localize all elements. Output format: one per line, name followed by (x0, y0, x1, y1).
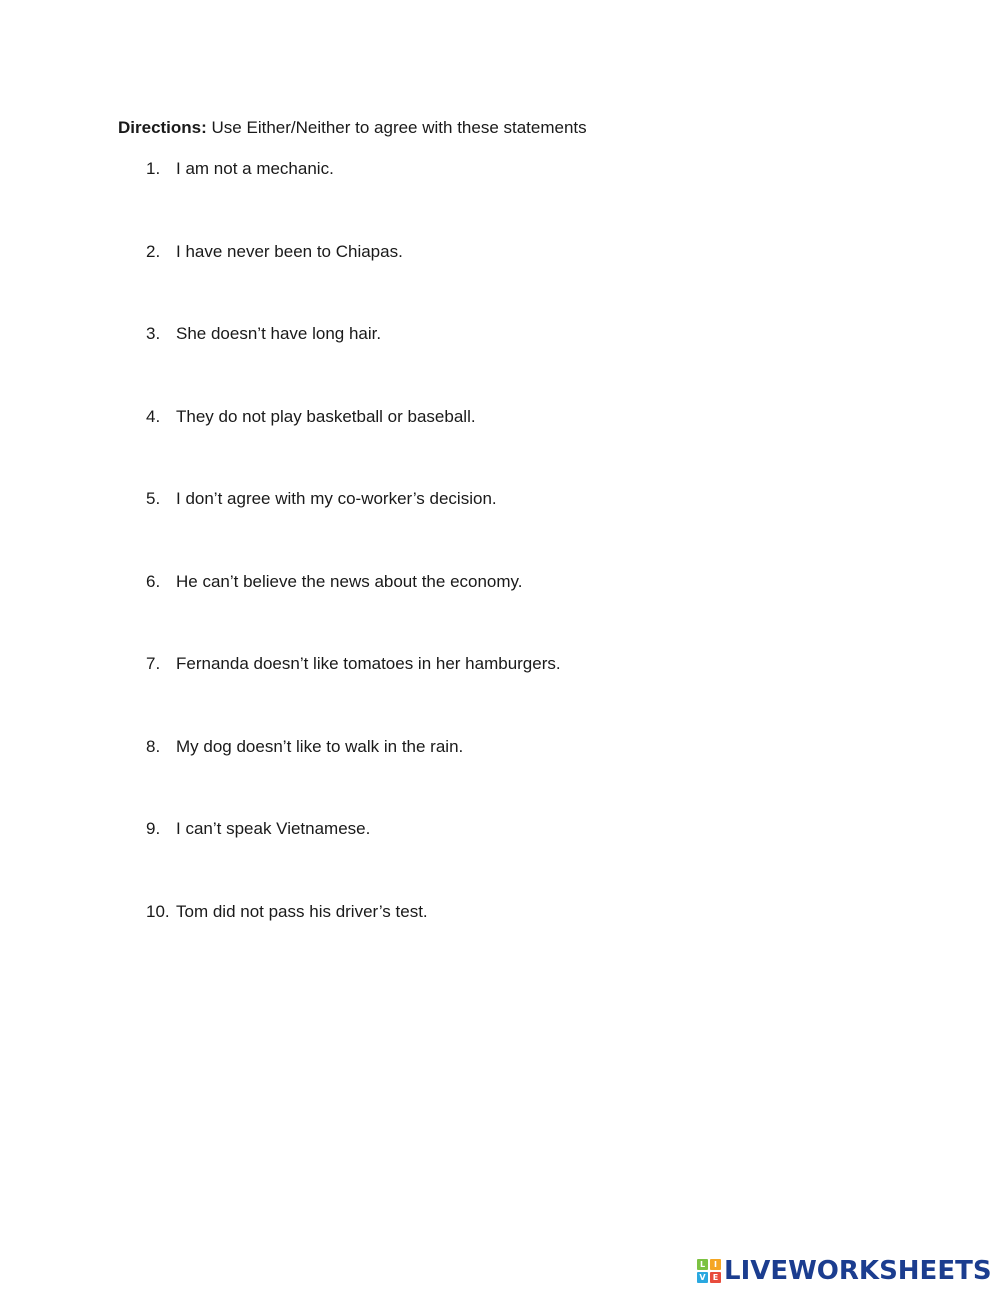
statement-item (146, 818, 561, 901)
statement-item (146, 571, 561, 654)
statement-text: She doesn’t have long hair. (176, 324, 382, 343)
statement-number: 6. (146, 571, 161, 591)
statement-item (146, 241, 561, 324)
statement-number: 10. (146, 901, 170, 921)
brand-mark-icon (697, 1259, 721, 1283)
directions-label: Directions: (118, 118, 207, 137)
brand-mark-letter: L (697, 1259, 708, 1270)
statement-number: 2. (146, 241, 161, 261)
statement-item (146, 653, 561, 736)
statement-item (146, 406, 561, 489)
statement-list (146, 158, 561, 983)
statement-text: I don’t agree with my co-worker’s decision. (176, 489, 497, 508)
statement-item (146, 488, 561, 571)
directions (118, 117, 587, 139)
statement-number: 3. (146, 324, 161, 343)
statement-text: I am not a mechanic. (176, 159, 334, 178)
statement-number: 7. (146, 654, 161, 673)
statement-number: 5. (146, 489, 161, 508)
brand-mark-letter: E (710, 1272, 721, 1283)
statement-number: 8. (146, 736, 161, 756)
statement-text: My dog doesn’t like to walk in the rain. (176, 736, 464, 756)
statement-number: 1. (146, 159, 161, 178)
statement-number: 4. (146, 406, 161, 426)
statement-text: Tom did not pass his driver’s test. (176, 901, 428, 921)
statement-number: 9. (146, 819, 161, 838)
statement-item (146, 158, 561, 241)
brand-wordmark: LIVEWORKSHEETS (724, 1256, 992, 1286)
liveworksheets-logo (697, 1257, 992, 1285)
statement-item (146, 736, 561, 819)
statement-text: I can’t speak Vietnamese. (176, 819, 371, 838)
statement-text: I have never been to Chiapas. (176, 241, 403, 261)
brand-mark-letter: I (710, 1259, 721, 1270)
statement-text: He can’t believe the news about the economy. (176, 571, 523, 591)
brand-mark-letter: V (697, 1272, 708, 1283)
directions-text: Use Either/Neither to agree with these statements (206, 118, 587, 137)
statement-item (146, 901, 561, 984)
statement-text: They do not play basketball or baseball. (176, 406, 476, 426)
statement-text: Fernanda doesn’t like tomatoes in her hamburgers. (176, 654, 561, 673)
statement-item (146, 323, 561, 406)
